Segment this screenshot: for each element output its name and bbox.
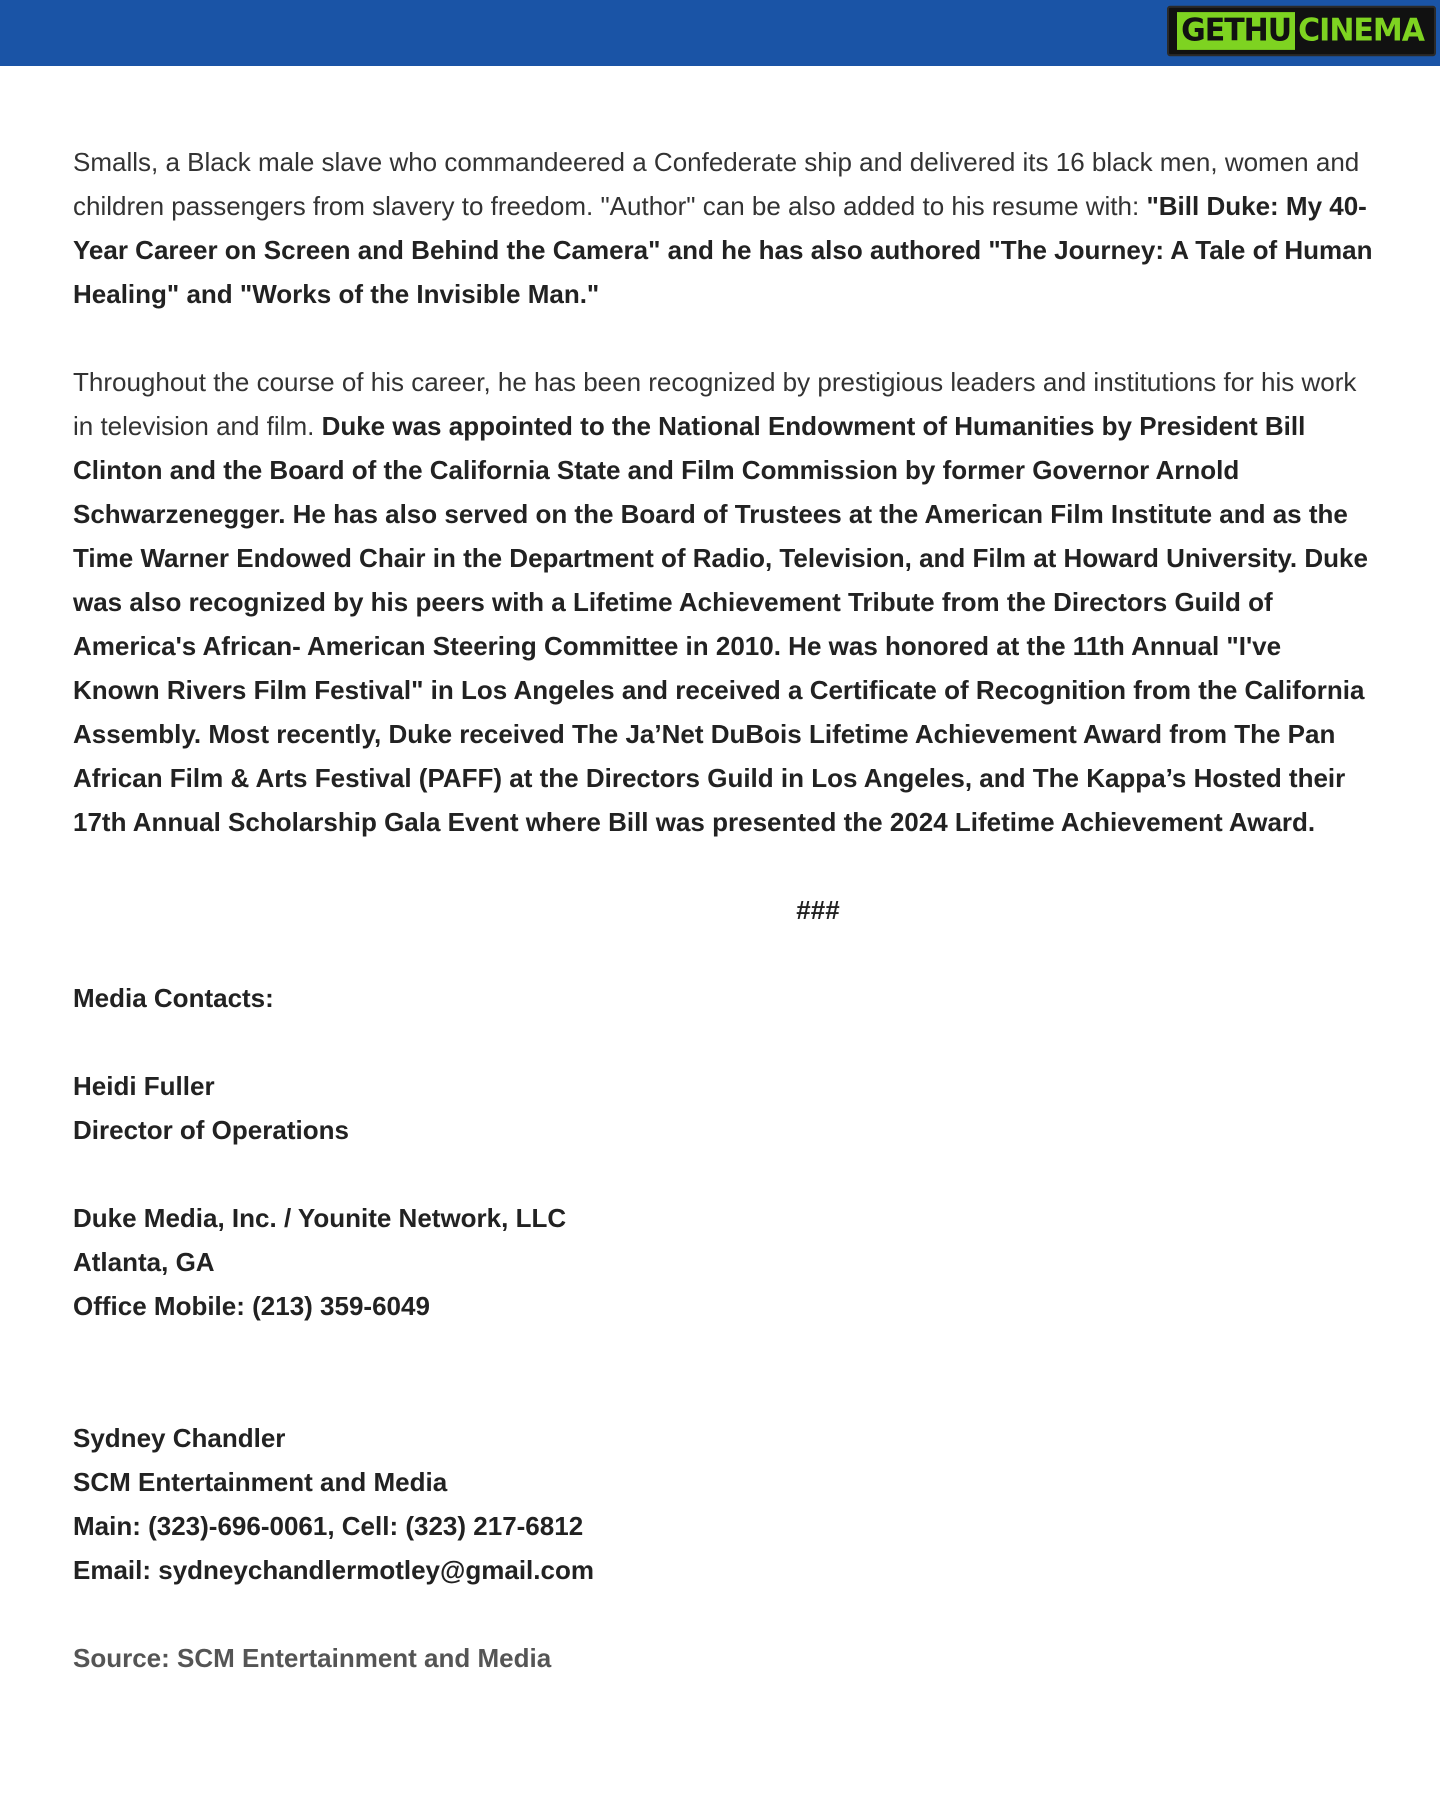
- contact1-phone: Office Mobile: (213) 359-6049: [73, 1291, 430, 1321]
- paragraph-author-intro: Smalls, a Black male slave who commandeered a Confederate ship and delivered its 16 black men, women and children passengers from slavery to freedom. "Author" can be also added to his resume with:: [73, 147, 1360, 221]
- contact2-company: SCM Entertainment and Media: [73, 1467, 448, 1497]
- contact1-location: Atlanta, GA: [73, 1247, 215, 1277]
- header-bar: [0, 0, 1440, 66]
- source-line: Source: SCM Entertainment and Media: [73, 1643, 552, 1673]
- contact1-name: Heidi Fuller: [73, 1071, 215, 1101]
- paragraph-author-books: "Bill Duke: My 40-Year Career on Screen and Behind the Camera" and he has also authored "The Journey: A Tale of Human Healing" and "Works of the Invisible Man.": [73, 191, 1373, 309]
- logo-text-part-a: GETHU: [1177, 12, 1295, 50]
- paragraph-recognition: [73, 360, 1373, 844]
- contact1-company: Duke Media, Inc. / Younite Network, LLC: [73, 1203, 567, 1233]
- logo-text-part-b: CINEMA: [1298, 12, 1424, 49]
- end-marker: ###: [796, 895, 840, 925]
- paragraph-recognition-details: Duke was appointed to the National Endowment of Humanities by President Bill Clinton and the Board of the California State and Film Commission by former Governor Arnold Schwarzenegger. He has also served on the Board of Trustees at the American Film Institute and as the Time Warner Endowed Chair in the Department of Radio, Television, and Film at Howard University. Duke was also recognized by his peers with a Lifetime Achievement Tribute from the Directors Guild of America's African- American Steering Committee in 2010. He was honored at the 11th Annual "I've Known Rivers Film Festival" in Los Angeles and received a Certificate of Recognition from the California Assembly. Most recently, Duke received The Ja’Net DuBois Lifetime Achievement Award from The Pan African Film & Arts Festival (PAFF) at the Directors Guild in Los Angeles, and The Kappa’s Hosted their 17th Annual Scholarship Gala Event where Bill was presented the 2024 Lifetime Achievement Award.: [73, 411, 1368, 837]
- gethu-cinema-logo[interactable]: [1167, 6, 1436, 56]
- paragraph-recognition-intro: Throughout the course of his career, he has been recognized by prestigious leaders and institutions for his work in television and film.: [73, 367, 1357, 441]
- article-content: [73, 140, 1373, 1680]
- contact2-phones: Main: (323)-696-0061, Cell: (323) 217-6812: [73, 1511, 584, 1541]
- contact2-email[interactable]: Email: sydneychandlermotley@gmail.com: [73, 1555, 594, 1585]
- paragraph-author: [73, 140, 1373, 316]
- contact2-name: Sydney Chandler: [73, 1423, 286, 1453]
- media-contacts-heading: Media Contacts:: [73, 983, 274, 1013]
- contact1-title: Director of Operations: [73, 1115, 349, 1145]
